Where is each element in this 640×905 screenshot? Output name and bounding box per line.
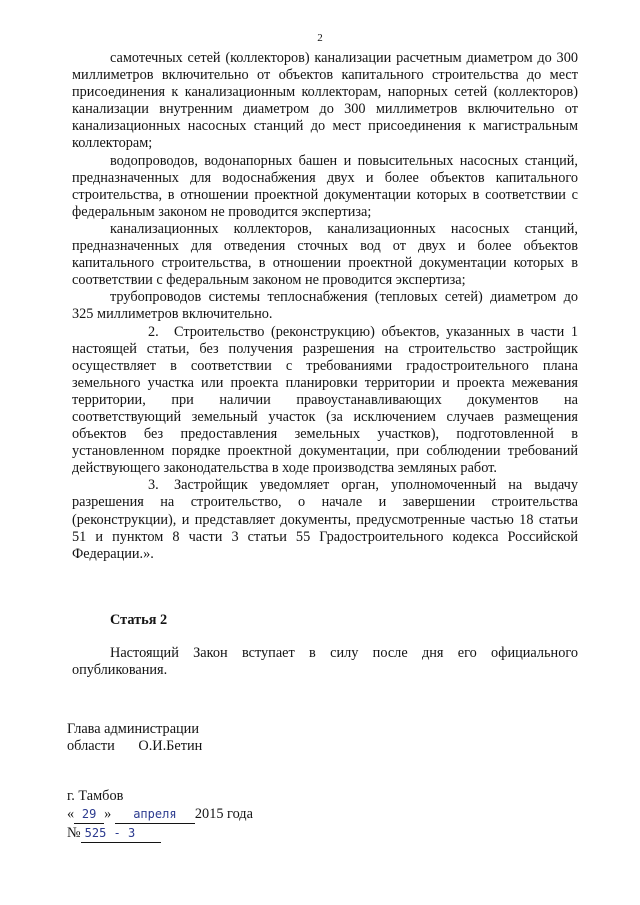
number-sign: № — [67, 825, 81, 841]
signature-block — [67, 721, 202, 755]
numbered-item-2 — [72, 324, 578, 478]
document-body — [72, 50, 578, 563]
signature-region: области — [67, 738, 115, 755]
paragraph-sewer-networks: самотечных сетей (коллекторов) канализации расчетным диаметром до 300 миллиметров включительно от объектов капитального строительства до мест присоединения к канализационным коллекторам, напорных сетей (коллекторов) канализации внутренним диаметром до 300 миллиметров включительно от канализационных насосных станций до мест присоединения к магистральным коллекторам; — [72, 50, 578, 152]
item-text: Застройщик уведомляет орган, уполномоченный на выдачу разрешения на строительство, о начале и завершении строительства (реконструкции), и представляет документы, предусмотренные частью 18 статьи 51 и пунктом 8 части 3 статьи 55 Градостроительного кодекса Российской Федерации.». — [72, 477, 578, 562]
item-number: 3. — [148, 477, 159, 494]
signature-position: Глава администрации — [67, 721, 199, 737]
date-line — [67, 805, 253, 824]
number-line — [67, 824, 253, 843]
page-number: 2 — [317, 32, 323, 44]
signature-line-2 — [67, 738, 202, 755]
document-footer — [67, 787, 253, 843]
paragraph-sewer-collectors: канализационных коллекторов, канализационных насосных станций, предназначенных для отведения сточных вод от двух и более объектов капитального строительства, в отношении проектной документации которых в соответствии с федеральным законом не проводится экспертиза; — [72, 220, 578, 289]
item-text: Строительство (реконструкцию) объектов, указанных в части 1 настоящей статьи, без получения разрешения на строительство застройщик осуществляет в соответствии с требованиями градостроительного плана земельного участка или проекта планировки территории и проекта межевания территории, при наличии правоустанавливающих документов на соответствующий земельный участок (за исключением случаев размещения объектов без предоставления земельных участков), подготовленной в установленном порядке проектной документации, при соблюдении требований действующего законодательства в ходе производства земляных работ. — [72, 323, 578, 477]
item-number: 2. — [148, 323, 159, 340]
document-number: 525 - 3 — [81, 824, 161, 843]
numbered-item-3 — [72, 477, 578, 562]
article-2-text: Настоящий Закон вступает в силу после дня его официального опубликования. — [72, 645, 578, 679]
article-2-title: Статья 2 — [110, 612, 168, 628]
city: г. Тамбов — [67, 788, 124, 804]
date-day: 29 — [74, 805, 104, 824]
quote-close: » — [104, 806, 112, 822]
paragraph-heat-pipelines: трубопроводов системы теплоснабжения (тепловых сетей) диаметром до 325 миллиметров включительно. — [72, 289, 578, 323]
date-month: апреля — [115, 805, 195, 824]
paragraph-water-supply: водопроводов, водонапорных башен и повысительных насосных станций, предназначенных для водоснабжения двух и более объектов капитального строительства, в отношении проектной документации которых в соответствии с федеральным законом не проводится экспертиза; — [72, 152, 578, 220]
signatory-name: О.И.Бетин — [138, 738, 203, 755]
date-year: 2015 года — [194, 806, 253, 822]
quote-open: « — [67, 806, 75, 822]
